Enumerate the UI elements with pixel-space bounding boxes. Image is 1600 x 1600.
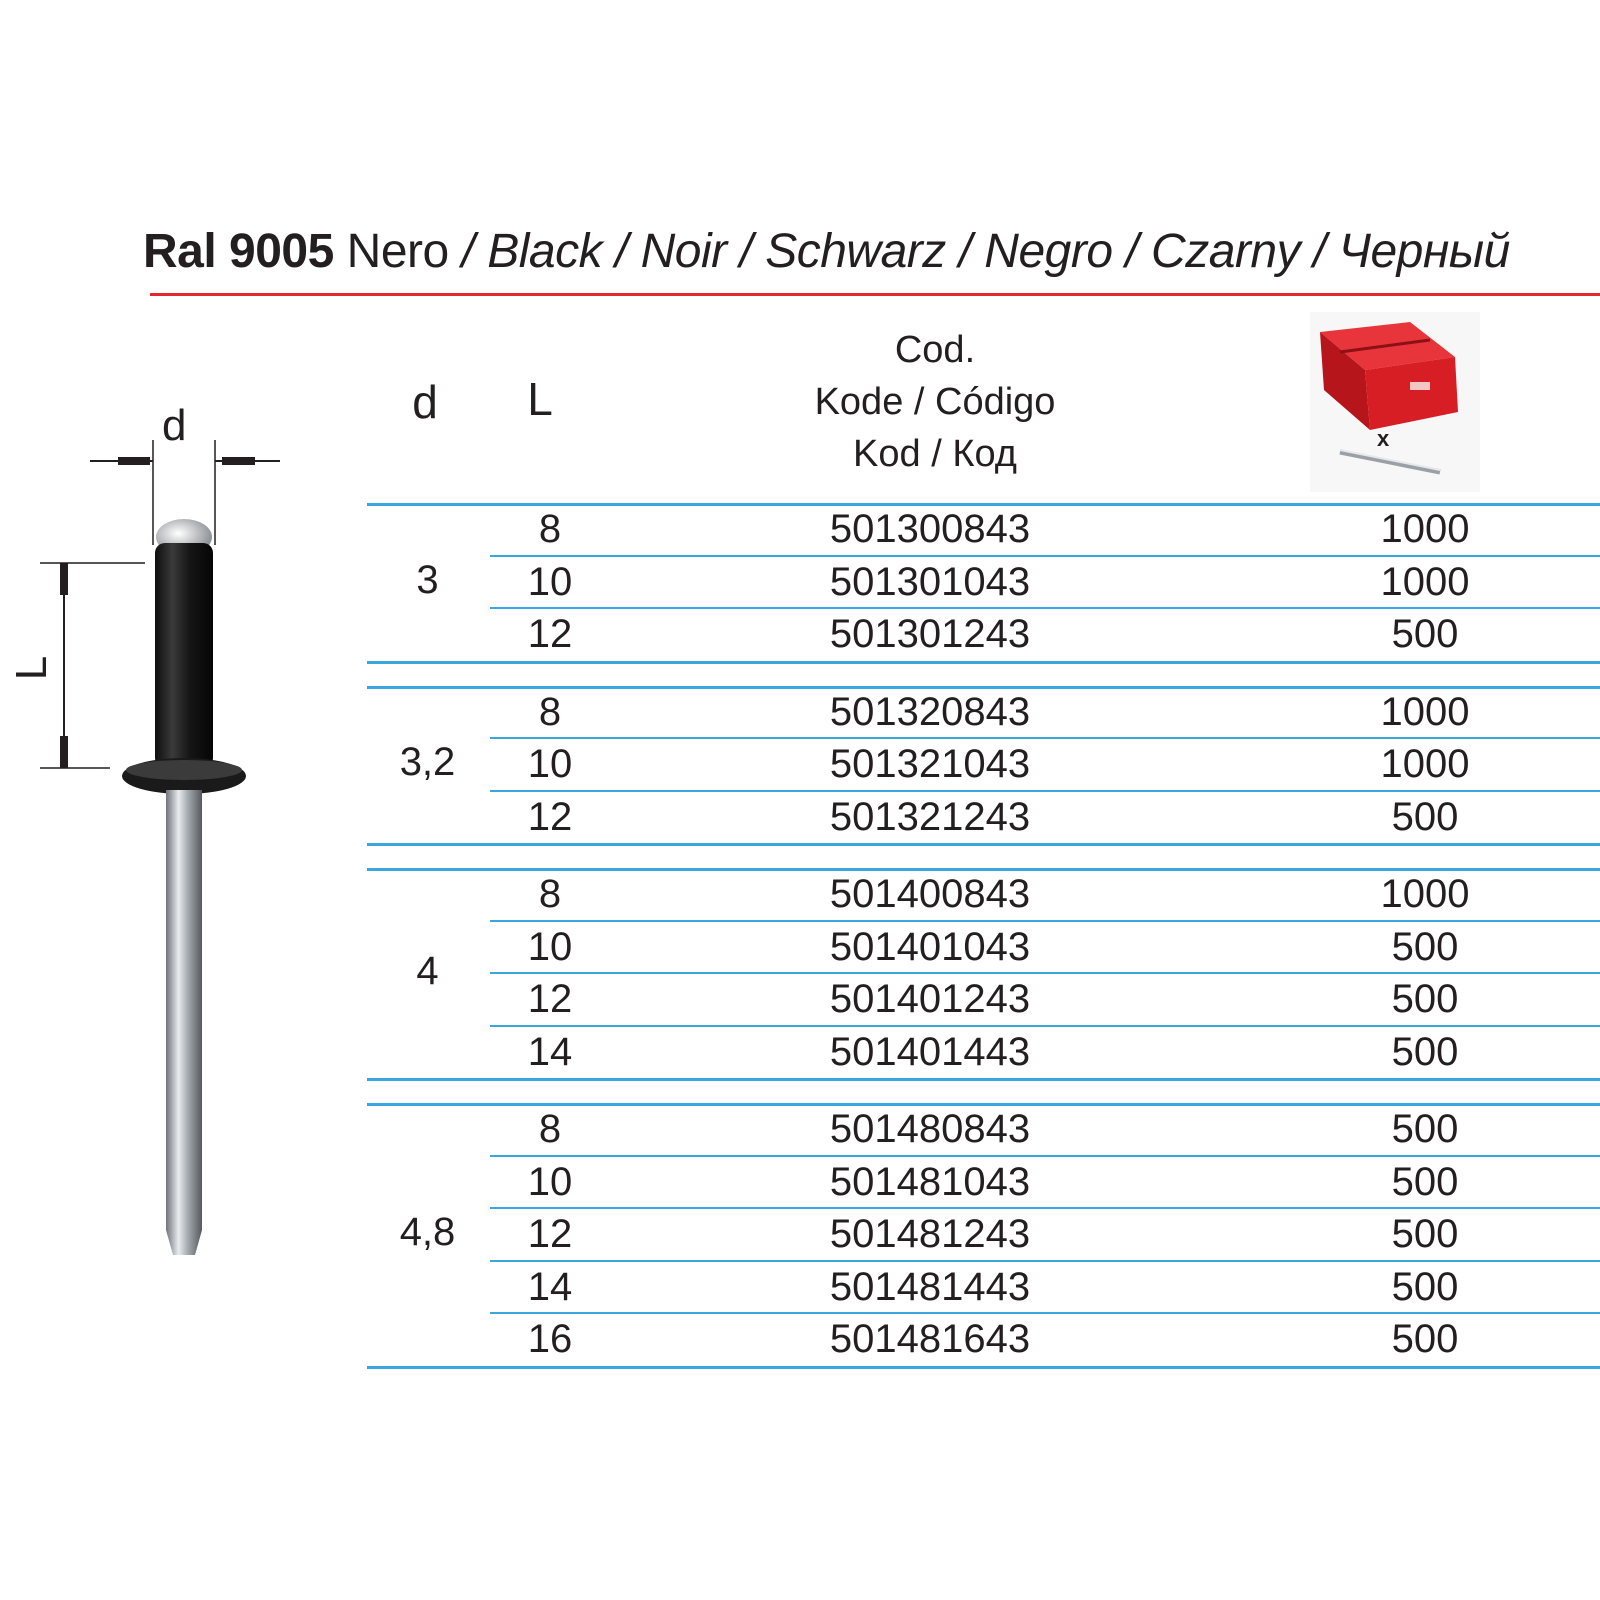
cell-L: 12 <box>527 1212 573 1256</box>
cell-code: 501401243 <box>829 977 1031 1021</box>
title-underline <box>150 293 1600 296</box>
cell-qty: 1000 <box>1380 742 1470 786</box>
row-divider <box>490 920 1600 922</box>
row-divider <box>490 1155 1600 1157</box>
cell-code: 501301043 <box>829 559 1031 604</box>
cell-L: 10 <box>527 559 573 604</box>
page-title: Ral 9005 Nero / Black / Noir / Schwarz / Negro / Czarny / Черный <box>143 225 1510 278</box>
cell-code: 501321243 <box>829 794 1031 839</box>
cell-code: 501301243 <box>829 612 1031 656</box>
title-negro: Negro <box>984 225 1113 278</box>
cell-d: 3 <box>416 557 439 602</box>
group-bottom-rule <box>367 843 1600 846</box>
cell-code: 501481443 <box>829 1264 1031 1309</box>
cell-qty: 1000 <box>1380 507 1470 551</box>
cell-L: 12 <box>527 977 573 1021</box>
cell-L: 14 <box>527 1029 573 1074</box>
cell-code: 501401443 <box>829 1029 1031 1074</box>
cell-qty: 500 <box>1391 794 1459 839</box>
cell-L: 8 <box>538 507 562 551</box>
header-rule <box>367 503 1600 506</box>
cell-qty: 500 <box>1391 924 1459 969</box>
row-divider <box>490 1312 1600 1314</box>
cell-code: 501481243 <box>829 1212 1031 1256</box>
header-code-line2: Kode / Código <box>814 381 1056 423</box>
cell-L: 16 <box>527 1317 573 1361</box>
cell-qty: 500 <box>1391 1317 1459 1361</box>
header-code <box>770 324 1100 480</box>
cell-L: 14 <box>527 1264 573 1309</box>
row-divider <box>490 555 1600 557</box>
drawing-L-label: L <box>7 655 56 681</box>
cell-qty: 500 <box>1391 1264 1459 1309</box>
cell-L: 10 <box>527 1159 573 1204</box>
group-top-rule <box>367 686 1600 689</box>
cell-L: 8 <box>538 1107 562 1151</box>
rivet-drawing <box>0 400 320 1320</box>
row-divider <box>490 1260 1600 1262</box>
row-divider <box>490 1025 1600 1027</box>
cell-qty: 500 <box>1391 612 1459 656</box>
group-top-rule <box>367 1103 1600 1106</box>
box-pack-icon <box>1310 312 1480 492</box>
cell-qty: 500 <box>1391 1159 1459 1204</box>
title-noir: Noir <box>640 225 727 278</box>
cell-qty: 500 <box>1391 977 1459 1021</box>
title-black: Black <box>487 225 603 278</box>
header-code-line1: Cod. <box>894 329 976 371</box>
cell-L: 10 <box>527 742 573 786</box>
cell-qty: 1000 <box>1380 559 1470 604</box>
cell-code: 501320843 <box>829 689 1031 734</box>
header-L: L <box>527 373 553 425</box>
header-code-line3: Kod / Код <box>853 433 1017 475</box>
title-cherny: Черный <box>1338 225 1510 278</box>
box-multiplier-label: x <box>1377 426 1390 451</box>
cell-L: 12 <box>527 612 573 656</box>
row-divider <box>490 790 1600 792</box>
cell-d: 3,2 <box>399 740 456 785</box>
cell-qty: 500 <box>1391 1212 1459 1256</box>
drawing-d-label: d <box>162 401 187 450</box>
group-bottom-rule <box>367 661 1600 664</box>
title-czarny: Czarny <box>1151 225 1301 278</box>
row-divider <box>490 607 1600 609</box>
cell-code: 501481043 <box>829 1159 1031 1204</box>
cell-d: 4 <box>416 949 439 993</box>
row-divider <box>490 1207 1600 1209</box>
title-schwarz: Schwarz <box>765 225 946 278</box>
row-divider <box>490 737 1600 739</box>
cell-qty: 1000 <box>1380 872 1470 916</box>
group-bottom-rule <box>367 1366 1600 1369</box>
cell-qty: 500 <box>1391 1107 1459 1151</box>
group-bottom-rule <box>367 1078 1600 1081</box>
cell-L: 8 <box>538 689 562 734</box>
cell-code: 501480843 <box>829 1107 1031 1151</box>
title-nero: Nero <box>346 225 449 278</box>
cell-L: 10 <box>527 924 573 969</box>
cell-code: 501481643 <box>829 1317 1031 1361</box>
header-d: d <box>412 376 438 428</box>
group-top-rule <box>367 868 1600 871</box>
row-divider <box>490 972 1600 974</box>
title-ral: Ral 9005 <box>143 225 334 278</box>
cell-L: 8 <box>538 872 562 916</box>
cell-code: 501321043 <box>829 742 1031 786</box>
cell-qty: 500 <box>1391 1029 1459 1074</box>
cell-L: 12 <box>527 794 573 839</box>
cell-code: 501401043 <box>829 924 1031 969</box>
cell-code: 501400843 <box>829 872 1031 916</box>
cell-qty: 1000 <box>1380 689 1470 734</box>
cell-code: 501300843 <box>829 507 1031 551</box>
cell-d: 4,8 <box>399 1210 456 1255</box>
